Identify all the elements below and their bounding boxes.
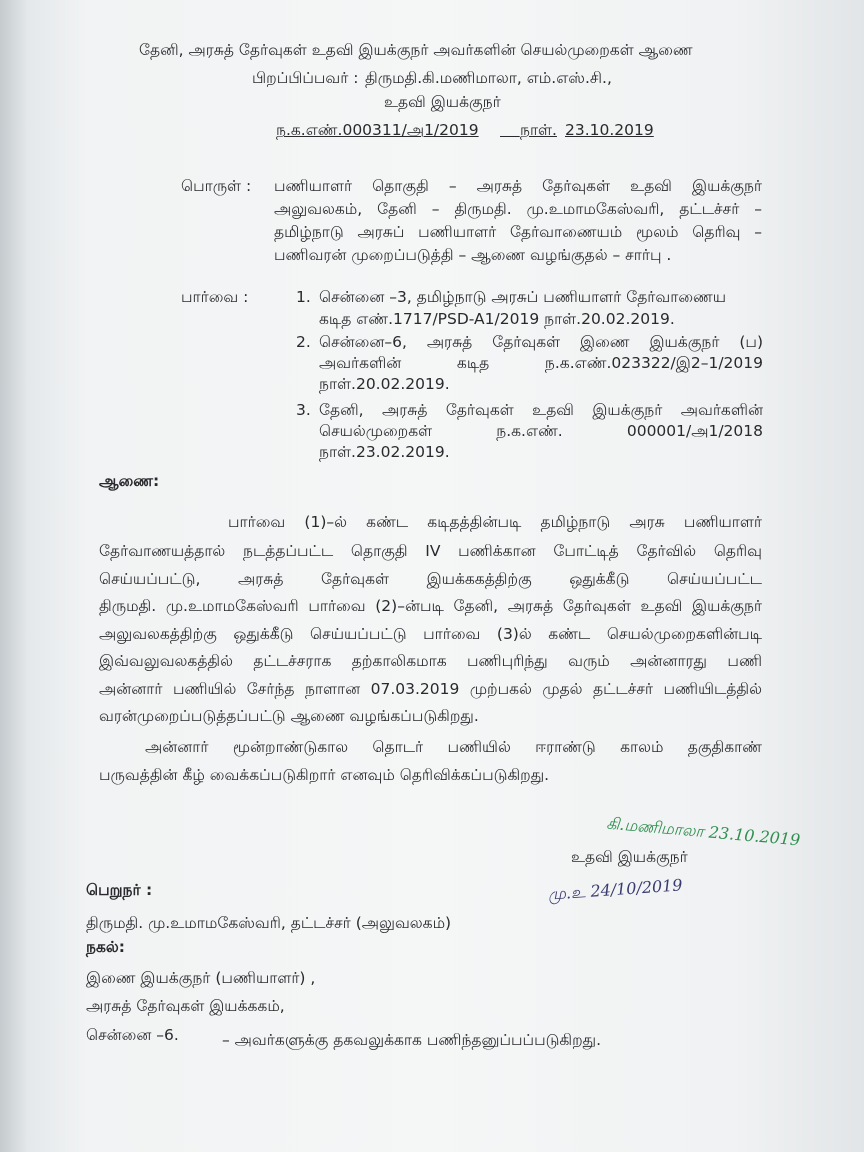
page-edge-shadow (0, 0, 28, 1152)
issuer-designation: உதவி இயக்குநர் (384, 93, 501, 111)
reference-3-line: செயல்முறைகள் ந.க.எண். 000001/அ1/2018 (319, 422, 763, 440)
copy-line: சென்னை –6. (86, 1026, 179, 1044)
document-date: 23.10.2019 (565, 121, 654, 139)
date-label: நாள். (520, 121, 557, 139)
subject-line: அலுவலகம், தேனி – திருமதி. மு.உமாமகேஸ்வரி, தட்டச்சர் – (274, 200, 762, 218)
ref-underline-gap (500, 120, 520, 140)
reference-2-line: சென்னை–6, அரசுத் தேர்வுகள் இணை இயக்குநர் (ப) (319, 333, 763, 351)
order-paragraph-line: இவ்வலுவலகத்தில் தட்டச்சராக தற்காலிகமாக பணிபுரிந்து வரும் அன்னாரது பணி (99, 652, 762, 670)
order-paragraph-line: அலுவலகத்திற்கு ஒதுக்கீடு செய்யப்பட்டு பார்வை (3)ல் கண்ட செயல்முறைகளின்படி (99, 625, 762, 643)
handwritten-signature: கி.மணிமாலா 23.10.2019 (605, 813, 801, 850)
copy-label: நகல்: (86, 938, 125, 956)
copy-line: இணை இயக்குநர் (பணியாளர்) , (86, 969, 316, 987)
subject-line: தமிழ்நாடு அரசுப் பணியாளர் தேர்வாணையம் மூலம் தெரிவு – (274, 223, 762, 241)
copy-line: அரசுத் தேர்வுகள் இயக்ககம், (86, 997, 285, 1015)
reference-3-line: தேனி, அரசுத் தேர்வுகள் உதவி இயக்குநர் அவர்களின் (319, 401, 763, 419)
reference-number: ந.க.எண்.000311/அ1/2019 (276, 121, 479, 139)
reference-number-1: 1. (296, 288, 311, 306)
received-initials: மு.உ 24/10/2019 (547, 875, 684, 904)
reference-number-3: 3. (296, 401, 311, 419)
order-paragraph-line: திருமதி. மு.உமாமகேஸ்வரி பார்வை (2)–ன்படி தேனி, அரசுத் தேர்வுகள் உதவி இயக்குநர் (99, 597, 762, 615)
order-paragraph-line: பார்வை (1)–ல் கண்ட கடிதத்தின்படி தமிழ்நாடு அரசு பணியாளர் (228, 513, 762, 531)
copy-note: – அவர்களுக்கு தகவலுக்காக பணிந்தனுப்பப்படுகிறது. (222, 1031, 602, 1049)
order-heading: ஆணை: (99, 472, 160, 490)
reference-3-line: நாள்.23.02.2019. (319, 443, 450, 461)
issuer-name: திருமதி.கி.மணிமாலா, எம்.எஸ்.சி., (365, 69, 612, 87)
order-paragraph-line: செய்யப்பட்டு, அரசுத் தேர்வுகள் இயக்ககத்திற்கு ஒதுக்கீடு செய்யப்பட்ட (99, 570, 762, 588)
issuer-label: பிறப்பிப்பவர் : (252, 69, 359, 87)
signatory-designation: உதவி இயக்குநர் (571, 848, 688, 866)
reference-number-2: 2. (296, 333, 311, 351)
subject-line: பணியாளர் தொகுதி – அரசுத் தேர்வுகள் உதவி இயக்குநர் (274, 177, 762, 195)
probation-paragraph-line: அன்னார் மூன்றாண்டுகால தொடர் பணியில் ஈராண்டு காலம் தகுதிகாண் (145, 738, 762, 756)
probation-paragraph-line: பருவத்தின் கீழ் வைக்கப்படுகிறார் எனவும் தெரிவிக்கப்படுகிறது. (99, 766, 550, 784)
subject-label: பொருள் : (181, 177, 252, 195)
reference-1-line: சென்னை –3, தமிழ்நாடு அரசுப் பணியாளர் தேர்வாணைய (319, 288, 727, 306)
order-paragraph-line: அன்னார் பணியில் சேர்ந்த நாளான 07.03.2019 முற்பகல் முதல் தட்டச்சர் பணியிடத்தில் (99, 680, 762, 698)
subject-line: பணிவரன் முறைப்படுத்தி – ஆணை வழங்குதல் – சார்பு . (274, 246, 672, 264)
order-paragraph-line: வரன்முறைப்படுத்தப்பட்டு ஆணை வழங்கப்படுகிறது. (99, 707, 479, 725)
reference-1-line: கடித எண்.1717/PSD-A1/2019 நாள்.20.02.2019. (319, 310, 675, 328)
reference-2-line: நாள்.20.02.2019. (319, 375, 450, 393)
order-paragraph-line: தேர்வாணயத்தால் நடத்தப்பட்ட தொகுதி IV பணிக்கான போட்டித் தேர்வில் தெரிவு (99, 542, 762, 560)
reference-2-line: அவர்களின் கடித ந.க.எண்.023322/இ2–1/2019 (319, 354, 763, 372)
references-label: பார்வை : (181, 288, 249, 306)
recipient-name: திருமதி. மு.உமாமகேஸ்வரி, தட்டச்சர் (அலுவலகம்) (86, 914, 452, 932)
document-title: தேனி, அரசுத் தேர்வுகள் உதவி இயக்குநர் அவர்களின் செயல்முறைகள் ஆணை (139, 41, 693, 59)
recipient-label: பெறுநர் : (86, 881, 153, 899)
